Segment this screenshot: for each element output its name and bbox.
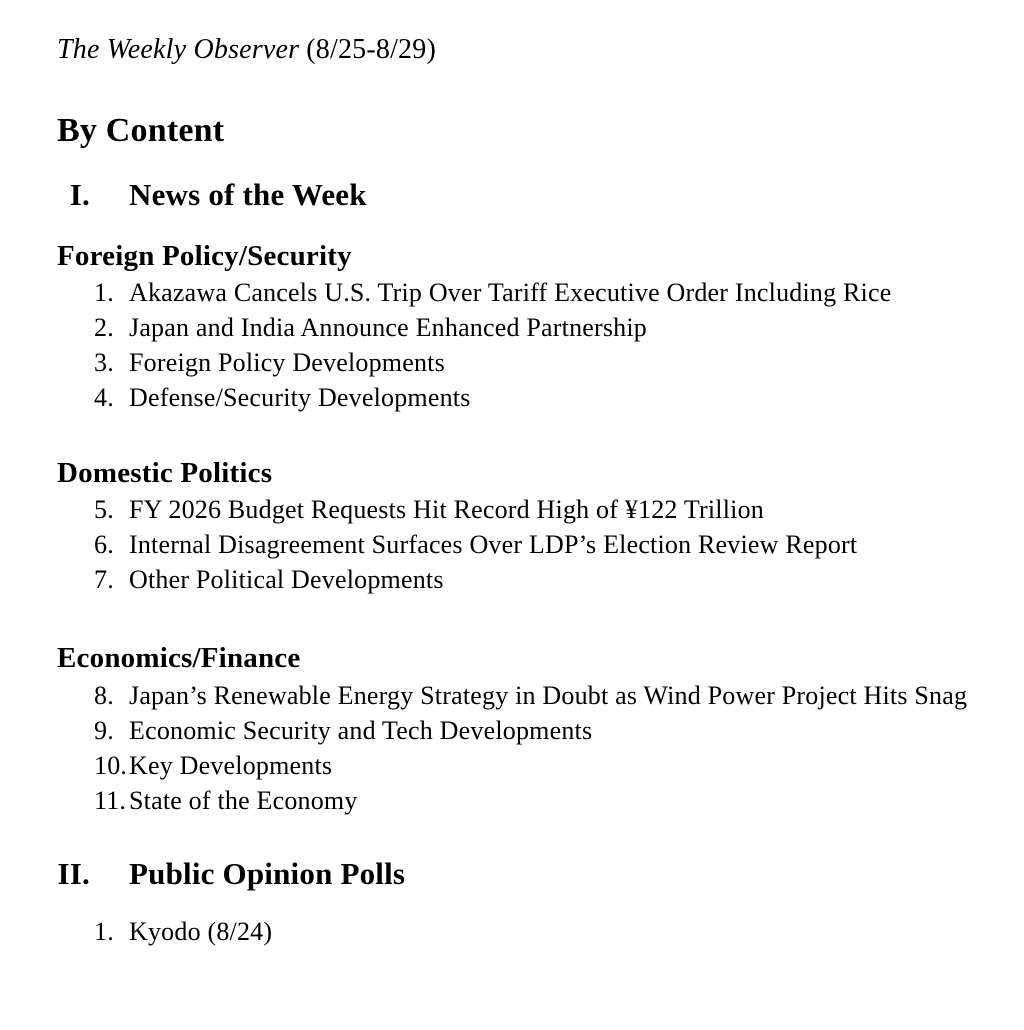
section-numeral: I. xyxy=(69,177,90,212)
item-text: Internal Disagreement Surfaces Over LDP’s Election Review Report xyxy=(129,530,858,559)
subheading-domestic-politics: Domestic Politics xyxy=(57,457,273,489)
item-number: 7. xyxy=(94,565,114,594)
item-number: 10. xyxy=(94,751,128,780)
doc-title-name: The Weekly Observer xyxy=(57,34,300,65)
economics-finance-list xyxy=(57,678,1010,818)
section-numeral: II. xyxy=(57,856,90,891)
item-text: FY 2026 Budget Requests Hit Record High of ¥122 Trillion xyxy=(129,495,764,524)
list-item xyxy=(57,748,1010,783)
doc-title xyxy=(57,32,1010,67)
list-item xyxy=(57,783,1010,818)
subheading-economics-finance: Economics/Finance xyxy=(57,642,301,674)
item-number: 1. xyxy=(94,917,114,946)
list-item xyxy=(57,380,1010,415)
item-number: 2. xyxy=(94,313,114,342)
item-number: 11. xyxy=(94,786,127,815)
item-text: Other Political Developments xyxy=(129,565,444,594)
list-item xyxy=(57,345,1010,380)
item-text: Japan and India Announce Enhanced Partnership xyxy=(129,313,648,342)
list-item xyxy=(57,713,1010,748)
section-heading-public-opinion-polls xyxy=(57,853,1010,895)
doc-title-dates: (8/25-8/29) xyxy=(306,34,436,65)
item-text: Key Developments xyxy=(129,751,333,780)
domestic-politics-list xyxy=(57,492,1010,597)
item-text: Defense/Security Developments xyxy=(129,383,471,412)
list-item xyxy=(57,914,1010,949)
section-heading-text: Public Opinion Polls xyxy=(129,856,406,891)
section-heading-news-of-the-week xyxy=(57,174,1010,216)
item-text: Japan’s Renewable Energy Strategy in Doubt as Wind Power Project Hits Snag xyxy=(129,681,968,710)
main-heading: By Content xyxy=(57,112,225,149)
document-page xyxy=(0,32,1024,949)
item-number: 5. xyxy=(94,495,114,524)
item-number: 6. xyxy=(94,530,114,559)
list-item xyxy=(57,275,1010,310)
item-number: 3. xyxy=(94,348,114,377)
item-text: Economic Security and Tech Developments xyxy=(129,716,593,745)
public-opinion-polls-list xyxy=(57,914,1010,949)
section-heading-text: News of the Week xyxy=(129,177,367,212)
item-number: 4. xyxy=(94,383,114,412)
item-text: Akazawa Cancels U.S. Trip Over Tariff Executive Order Including Rice xyxy=(129,278,892,307)
foreign-policy-list xyxy=(57,275,1010,415)
item-text: Kyodo (8/24) xyxy=(129,917,273,946)
item-number: 1. xyxy=(94,278,114,307)
list-item xyxy=(57,678,1010,713)
item-number: 8. xyxy=(94,681,114,710)
list-item xyxy=(57,492,1010,527)
list-item xyxy=(57,562,1010,597)
item-text: Foreign Policy Developments xyxy=(129,348,445,377)
list-item xyxy=(57,527,1010,562)
item-text: State of the Economy xyxy=(129,786,358,815)
item-number: 9. xyxy=(94,716,114,745)
list-item xyxy=(57,310,1010,345)
subheading-foreign-policy-security: Foreign Policy/Security xyxy=(57,240,352,272)
